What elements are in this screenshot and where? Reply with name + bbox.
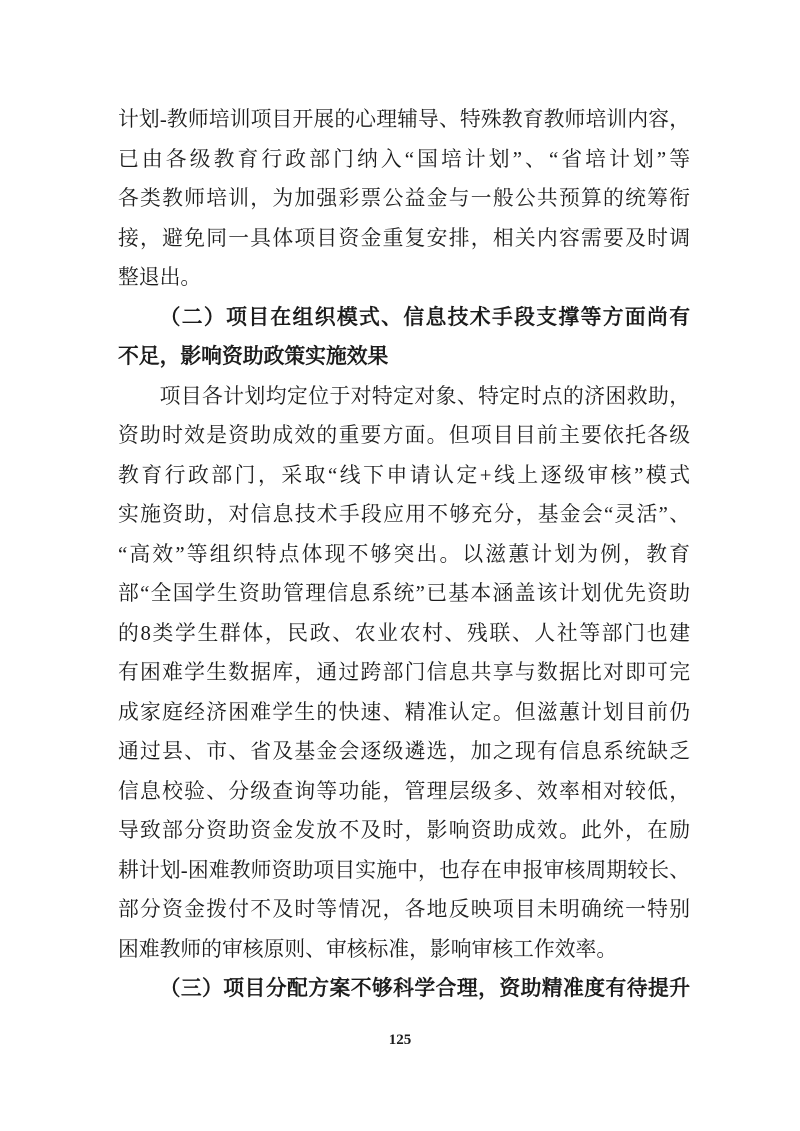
text-line: 项目各计划均定位于对特定对象、特定时点的济困救助， bbox=[159, 384, 690, 408]
text-line: 计划-教师培训项目开展的心理辅导、特殊教育教师培训内容， bbox=[118, 108, 690, 131]
text-line: 有困难学生数据库，通过跨部门信息共享与数据比对即可完 bbox=[118, 661, 690, 684]
text-line: 资助时效是资助成效的重要方面。但项目目前主要依托各级 bbox=[118, 424, 690, 447]
text-block bbox=[118, 100, 690, 1009]
text-line: 困难教师的审核原则、审核标准，影响审核工作效率。 bbox=[118, 937, 618, 961]
section-heading bbox=[118, 969, 690, 1009]
body-paragraph bbox=[118, 100, 690, 298]
text-line: 已由各级教育行政部门纳入“国培计划”、“省培计划”等 bbox=[118, 147, 690, 171]
page-number: 125 bbox=[388, 1032, 412, 1048]
section-heading bbox=[118, 298, 690, 377]
text-line: 的8类学生群体，民政、农业农村、残联、人社等部门也建 bbox=[118, 621, 690, 645]
text-line: 部分资金拨付不及时等情况，各地反映项目未明确统一特别 bbox=[118, 898, 690, 921]
text-line: 导致部分资助资金发放不及时，影响资助成效。此外，在励 bbox=[118, 819, 690, 842]
text-line: 部“全国学生资助管理信息系统”已基本涵盖该计划优先资助 bbox=[118, 582, 690, 605]
heading-line: （二）项目在组织模式、信息技术手段支撑等方面尚有 bbox=[159, 305, 690, 329]
page-footer bbox=[0, 1031, 800, 1049]
text-line: 实施资助，对信息技术手段应用不够充分，基金会“灵活”、 bbox=[118, 503, 690, 526]
text-line: 整退出。 bbox=[118, 266, 202, 289]
text-line: “高效”等组织特点体现不够突出。以滋蕙计划为例，教育 bbox=[118, 542, 690, 566]
body-paragraph bbox=[118, 377, 690, 970]
text-line: 教育行政部门，采取“线下申请认定+线上逐级审核”模式 bbox=[118, 463, 690, 487]
text-line: 各类教师培训，为加强彩票公益金与一般公共预算的统筹衔 bbox=[118, 187, 690, 210]
text-line: 信息校验、分级查询等功能，管理层级多、效率相对较低， bbox=[118, 779, 690, 803]
text-line: 通过县、市、省及基金会逐级遴选，加之现有信息系统缺乏 bbox=[118, 740, 690, 763]
text-line: 成家庭经济困难学生的快速、精准认定。但滋蕙计划目前仍 bbox=[118, 700, 690, 724]
heading-line: 不足，影响资助政策实施效果 bbox=[118, 345, 389, 368]
text-line: 耕计划-困难教师资助项目实施中，也存在申报审核周期较长、 bbox=[118, 858, 690, 882]
heading-line: （三）项目分配方案不够科学合理，资助精准度有待提升 bbox=[159, 977, 690, 1000]
text-line: 接，避免同一具体项目资金重复安排，相关内容需要及时调 bbox=[118, 226, 690, 250]
